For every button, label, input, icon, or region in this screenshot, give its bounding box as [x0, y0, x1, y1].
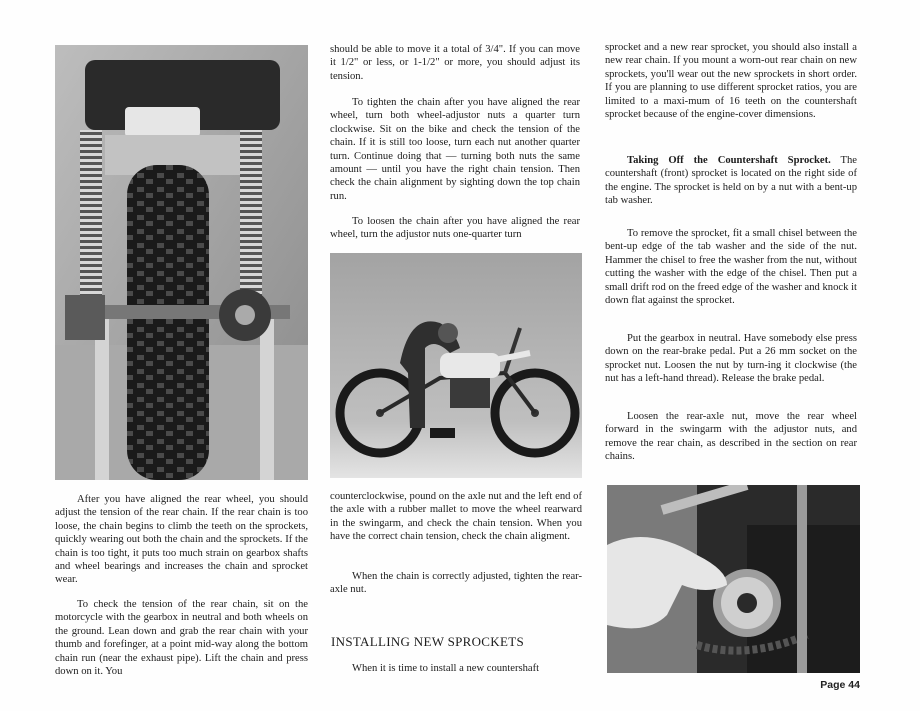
col2-paragraph-3: To loosen the chain after you have aligned the rear wheel, turn the adjustor nuts one-quarter turn: [330, 216, 580, 241]
col3-paragraph-2: [605, 154, 857, 208]
col2-paragraph-2: To tighten the chain after you have aligned the rear wheel, turn both wheel-adjustor nuts a quarter turn clockwise. Sit on the bike and check the tension of the chain. If it is still too loose, turn each nut another quarter turn. Continue doing that — turning both nuts the same amount — until you have the right chain tension. Then check the chain alignment by sighting down the top chain run.: [330, 97, 580, 202]
col3-paragraph-4: Put the gearbox in neutral. Have somebody else press down on the rear-brake pedal. Put a 26 mm socket on the sprocket nut. Loosen the nut by turn-ing it clockwise (the nut has a left-hand thread). Release the brake pedal.: [605, 333, 857, 385]
col3-paragraph-2-body: The countershaft (front) sprocket is located on the right side of the engine. The sprocket is held on by a nut with a bent-up tab washer.: [605, 155, 857, 207]
col3-paragraph-3: To remove the sprocket, fit a small chisel between the bent-up edge of the tab washer and the side of the nut. Hammer the chisel to free the washer from the nut, without cutting the washer with the edge of the chisel. Then put a small drift rod on the freed edge of the washer and knock it down flat against the sprocket.: [605, 228, 857, 307]
section-heading: INSTALLING NEW SPROCKETS: [331, 634, 524, 649]
col2-paragraph-5: When the chain is correctly adjusted, tighten the rear-axle nut.: [330, 571, 582, 596]
col1-paragraph-1: After you have aligned the rear wheel, you should adjust the tension of the rear chain. If the rear chain is too loose, the chain begins to climb the teeth on the sprockets, quickly wearing out both the chain and the sprockets. If the chain is too tight, it puts too much strain on gearbox shafts and wheel bearings and increases the chain and sprocket wear.: [55, 494, 308, 586]
rider-adjusting-chain-photo: [330, 253, 582, 478]
col2-paragraph-1: should be able to move it a total of 3/4". If you can move it 1/2" or less, or 1-1/2" or more, you should adjust its tension.: [330, 44, 580, 82]
col3-paragraph-1: sprocket and a new rear sprocket, you should also install a new rear chain. If you mount a worn-out rear chain on new sprockets, you'll wear out the new sprockets in short order. If you are planning to use different sprocket ratios, you are limited to a maxi-mum of 16 teeth on the countershaft sprocket because of the engine-cover dimensions.: [605, 42, 857, 121]
col2-paragraph-6: When it is time to install a new countershaft: [352, 663, 540, 674]
col2-paragraph-4: counterclockwise, pound on the axle nut and the left end of the axle with a rubber mallet to move the wheel rearward in the swingarm, and check the chain tension. When you have the correct chain tension, check the chain aligment.: [330, 491, 582, 543]
countershaft-subheading: Taking Off the Countershaft Sprocket.: [627, 155, 831, 166]
col3-paragraph-5: Loosen the rear-axle nut, move the rear wheel forward in the swingarm with the adjustor nuts, and remove the rear chain, as described in the section on rear chains.: [605, 411, 857, 463]
rear-wheel-photo: [55, 45, 308, 480]
col1-paragraph-2: To check the tension of the rear chain, sit on the motorcycle with the gearbox in neutral and both wheels on the ground. Lean down and grab the rear chain with your thumb and forefinger, at a point mid-way along the bottom chain run (near the exhaust pipe). Lift the chain and press down on it. You: [55, 599, 308, 678]
countershaft-sprocket-photo: [607, 485, 860, 673]
page-number: Page 44: [820, 679, 860, 691]
